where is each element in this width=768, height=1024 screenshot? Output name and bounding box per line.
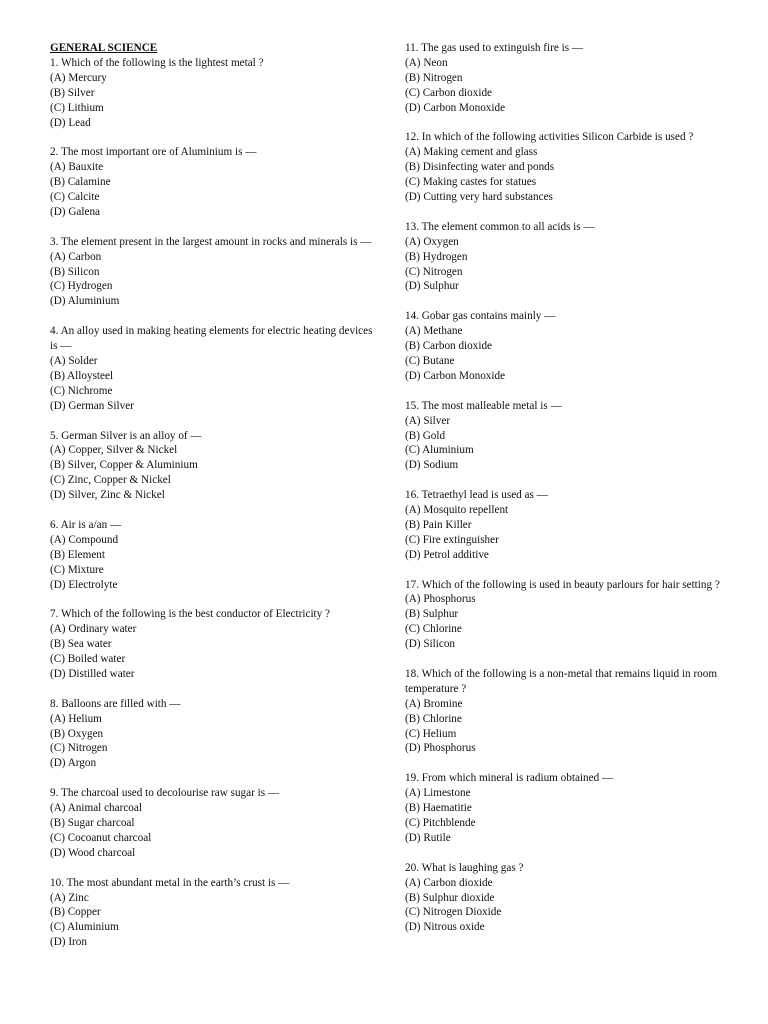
question-1 xyxy=(50,56,380,131)
answer-option: (A) Limestone xyxy=(405,787,471,800)
answer-option: (D) Phosphorus xyxy=(405,742,476,755)
answer-option: (A) Bromine xyxy=(405,697,463,710)
answer-option: (B) Pain Killer xyxy=(405,518,472,531)
question-4 xyxy=(50,324,380,413)
question-stem: 19. From which mineral is radium obtained — xyxy=(405,772,614,785)
answer-option: (B) Sulphur xyxy=(405,608,459,621)
question-3 xyxy=(50,235,380,310)
answer-option: (B) Carbon dioxide xyxy=(405,340,492,353)
answer-option: (A) Mosquito repellent xyxy=(405,504,509,517)
answer-option: (C) Helium xyxy=(405,727,457,740)
answer-option: (A) Compound xyxy=(50,533,119,546)
answer-option: (C) Fire extinguisher xyxy=(405,533,499,546)
answer-option: (C) Carbon dioxide xyxy=(405,86,492,99)
answer-option: (C) Aluminium xyxy=(50,921,119,934)
answer-option: (C) Lithium xyxy=(50,101,104,114)
question-5 xyxy=(50,429,380,504)
answer-option: (A) Oxygen xyxy=(405,235,459,248)
answer-option: (D) Cutting very hard substances xyxy=(405,191,553,204)
question-16 xyxy=(405,488,745,563)
answer-option: (B) Haematitie xyxy=(405,802,472,815)
answer-option: (D) Aluminium xyxy=(50,295,120,308)
answer-option: (D) Rutile xyxy=(405,831,451,844)
answer-option: (D) Petrol additive xyxy=(405,548,489,561)
right-column xyxy=(405,41,745,950)
answer-option: (A) Neon xyxy=(405,56,448,69)
question-11 xyxy=(405,41,745,116)
question-10 xyxy=(50,876,380,951)
question-stem: 8. Balloons are filled with — xyxy=(50,697,181,710)
question-stem: 6. Air is a/an — xyxy=(50,518,122,531)
answer-option: (B) Copper xyxy=(50,906,101,919)
answer-option: (C) Mixture xyxy=(50,563,104,576)
answer-option: (C) Chlorine xyxy=(405,623,462,636)
answer-option: (D) Silver, Zinc & Nickel xyxy=(50,489,165,502)
answer-option: (A) Solder xyxy=(50,354,98,367)
question-2 xyxy=(50,145,380,220)
answer-option: (A) Helium xyxy=(50,712,102,725)
answer-option: (C) Nitrogen xyxy=(50,742,108,755)
question-18 xyxy=(405,667,745,756)
answer-option: (D) Electrolyte xyxy=(50,578,118,591)
question-9 xyxy=(50,786,380,861)
question-15 xyxy=(405,399,745,474)
question-stem: 1. Which of the following is the lightest metal ? xyxy=(50,56,264,69)
question-stem: 16. Tetraethyl lead is used as — xyxy=(405,489,548,502)
question-stem: 20. What is laughing gas ? xyxy=(405,861,524,874)
answer-option: (C) Nitrogen xyxy=(405,265,463,278)
answer-option: (A) Zinc xyxy=(50,891,89,904)
answer-option: (B) Silver, Copper & Aluminium xyxy=(50,459,198,472)
question-14 xyxy=(405,309,745,384)
answer-option: (B) Nitrogen xyxy=(405,71,463,84)
answer-option: (D) Nitrous oxide xyxy=(405,921,485,934)
question-stem: 7. Which of the following is the best conductor of Electricity ? xyxy=(50,608,331,621)
answer-option: (A) Silver xyxy=(405,414,451,427)
answer-option: (C) Nitrogen Dioxide xyxy=(405,906,502,919)
answer-option: (B) Silver xyxy=(50,86,95,99)
question-12 xyxy=(405,130,745,205)
answer-option: (C) Cocoanut charcoal xyxy=(50,831,152,844)
answer-option: (B) Calamine xyxy=(50,176,111,189)
answer-option: (C) Boiled water xyxy=(50,653,126,666)
answer-option: (C) Butane xyxy=(405,354,455,367)
answer-option: (D) Carbon Monoxide xyxy=(405,369,506,382)
answer-option: (A) Phosphorus xyxy=(405,593,476,606)
answer-option: (B) Element xyxy=(50,548,105,561)
answer-option: (A) Carbon dioxide xyxy=(405,876,493,889)
answer-option: (D) Wood charcoal xyxy=(50,846,136,859)
answer-option: (B) Silicon xyxy=(50,265,100,278)
answer-option: (A) Carbon xyxy=(50,250,102,263)
answer-option: (C) Hydrogen xyxy=(50,280,113,293)
answer-option: (B) Sulphur dioxide xyxy=(405,891,495,904)
answer-option: (D) Lead xyxy=(50,116,91,129)
question-stem: 14. Gobar gas contains mainly — xyxy=(405,310,556,323)
answer-option: (D) Sulphur xyxy=(405,280,459,293)
left-question-list xyxy=(50,56,380,950)
question-stem: 18. Which of the following is a non-metal that remains liquid in room temperature ? xyxy=(405,667,718,695)
answer-option: (C) Aluminium xyxy=(405,444,474,457)
answer-option: (A) Ordinary water xyxy=(50,623,137,636)
answer-option: (A) Making cement and glass xyxy=(405,146,538,159)
answer-option: (A) Copper, Silver & Nickel xyxy=(50,444,178,457)
answer-option: (C) Nichrome xyxy=(50,384,113,397)
question-stem: 13. The element common to all acids is — xyxy=(405,220,595,233)
question-stem: 4. An alloy used in making heating elements for electric heating devices is — xyxy=(50,325,373,353)
answer-option: (B) Oxygen xyxy=(50,727,104,740)
answer-option: (B) Sugar charcoal xyxy=(50,817,135,829)
answer-option: (D) Galena xyxy=(50,205,101,218)
answer-option: (A) Bauxite xyxy=(50,161,104,174)
question-stem: 17. Which of the following is used in beauty parlours for hair setting ? xyxy=(405,578,720,591)
answer-option: (A) Mercury xyxy=(50,71,107,84)
question-8 xyxy=(50,697,380,772)
question-7 xyxy=(50,607,380,682)
question-stem: 12. In which of the following activities Silicon Carbide is used ? xyxy=(405,131,694,144)
answer-option: (D) Silicon xyxy=(405,638,456,651)
answer-option: (D) Carbon Monoxide xyxy=(405,101,506,114)
answer-option: (B) Alloysteel xyxy=(50,369,114,382)
answer-option: (B) Hydrogen xyxy=(405,250,468,263)
question-stem: 3. The element present in the largest amount in rocks and minerals is — xyxy=(50,235,372,248)
answer-option: (D) German Silver xyxy=(50,399,134,412)
answer-option: (C) Calcite xyxy=(50,191,100,204)
answer-option: (C) Zinc, Copper & Nickel xyxy=(50,474,171,487)
page-title: GENERAL SCIENCE xyxy=(50,42,158,54)
question-stem: 9. The charcoal used to decolourise raw sugar is — xyxy=(50,787,280,800)
question-stem: 2. The most important ore of Aluminium is — xyxy=(50,146,257,159)
answer-option: (B) Sea water xyxy=(50,638,112,651)
answer-option: (B) Disinfecting water and ponds xyxy=(405,161,555,174)
answer-option: (B) Chlorine xyxy=(405,712,462,725)
answer-option: (D) Iron xyxy=(50,936,87,949)
answer-option: (D) Sodium xyxy=(405,459,459,472)
question-20 xyxy=(405,861,745,936)
question-17 xyxy=(405,578,745,653)
answer-option: (C) Making castes for statues xyxy=(405,176,537,189)
question-stem: 15. The most malleable metal is — xyxy=(405,399,562,412)
right-question-list xyxy=(405,41,745,935)
question-13 xyxy=(405,220,745,295)
question-stem: 11. The gas used to extinguish fire is — xyxy=(405,42,584,54)
answer-option: (A) Animal charcoal xyxy=(50,802,142,815)
left-column xyxy=(50,41,380,965)
question-6 xyxy=(50,518,380,593)
answer-option: (A) Methane xyxy=(405,325,463,338)
question-stem: 5. German Silver is an alloy of — xyxy=(50,429,202,442)
answer-option: (B) Gold xyxy=(405,429,446,442)
question-19 xyxy=(405,771,745,846)
question-stem: 10. The most abundant metal in the earth’s crust is — xyxy=(50,876,290,889)
answer-option: (D) Distilled water xyxy=(50,667,135,680)
answer-option: (D) Argon xyxy=(50,757,97,770)
answer-option: (C) Pitchblende xyxy=(405,817,476,829)
